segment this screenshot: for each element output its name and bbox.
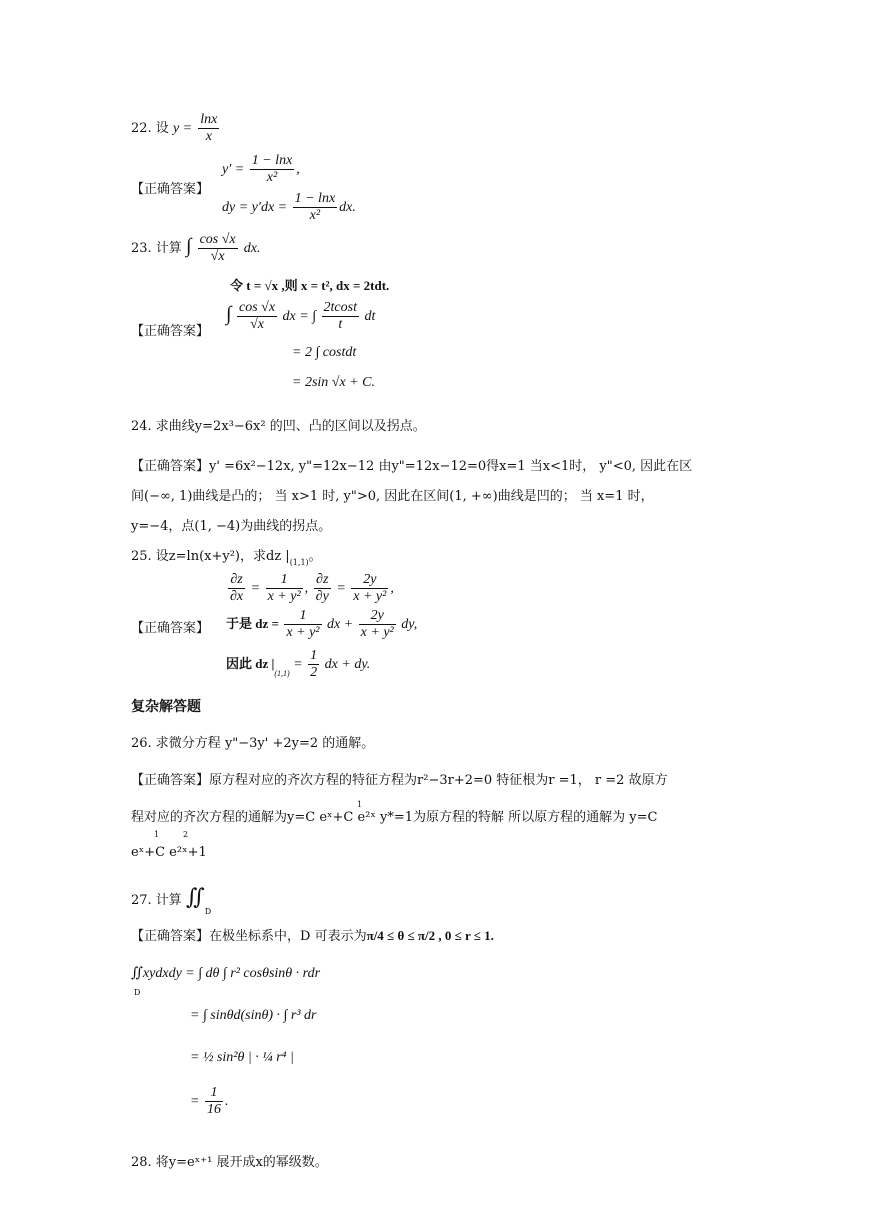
- q25-answer-line2: [226, 608, 417, 641]
- q23-l2-den2: t: [338, 317, 343, 333]
- q24-question: 24. 求曲线y=2x³−6x² 的凹、凸的区间以及拐点。: [131, 419, 426, 434]
- q27-answer-label: 【正确答案】: [131, 929, 210, 944]
- q27-answer-text: 在极坐标系中，D 可表示为: [209, 929, 367, 944]
- q27-step4-eq: =: [190, 1093, 200, 1109]
- q22-a2-lhs: dy = y′dx =: [222, 199, 288, 215]
- q27-step1: [131, 965, 320, 982]
- q25-l3-frac: [308, 648, 319, 681]
- q23-l2-den1: √x: [250, 317, 264, 333]
- q23-answer-line4: = 2sin √x + C.: [292, 375, 375, 390]
- q25-l3-n: 1: [308, 648, 319, 665]
- q22-prefix: 22. 设: [131, 121, 169, 137]
- q26-answer-text1: 原方程对应的齐次方程的特征方程为r²−3r+2=0 特征根为r =1， r =2 故原方: [209, 773, 668, 788]
- q22-a1-tail: ,: [296, 161, 300, 177]
- q26-answer-line3: eˣ+C e²ˣ+1: [131, 845, 207, 860]
- q23-fraction: [198, 232, 238, 265]
- q27-step4-tail: .: [224, 1093, 229, 1109]
- q27-step4-n: 1: [205, 1085, 223, 1102]
- q25-l1-d: ∂y: [315, 589, 329, 605]
- q26-question: 26. 求微分方程 y"−3y' +2y=2 的通解。: [131, 736, 375, 751]
- q22-a1-den: x²: [266, 170, 278, 186]
- q28-question: 28. 将y=eˣ⁺¹ 展开成x的幂级数。: [131, 1155, 328, 1170]
- section-title: 复杂解答题: [131, 699, 201, 715]
- q22-a1-lhs: y′ =: [222, 161, 245, 177]
- q26-subscript-1b: 1: [154, 830, 160, 839]
- q25-question-text: 25. 设z=ln(x+y²)，求dz |: [131, 549, 290, 564]
- q24-answer-line2: 间(−∞, 1)曲线是凸的； 当 x>1 时, y">0, 因此在区间(1, +∞)曲线是凹的； 当 x=1 时，: [131, 489, 654, 504]
- q25-l2-n1: 1: [284, 608, 321, 625]
- q26-answer-line2: 程对应的齐次方程的通解为y=C eˣ+C e²ˣ y*=1为原方程的特解 所以原方程的通解为 y=C: [131, 810, 658, 825]
- q26-answer-line1: [131, 769, 668, 788]
- q23-l2-num2: 2tcost: [322, 300, 359, 317]
- q27-step3: = ½ sin²θ | · ¼ r⁴ |: [190, 1050, 294, 1065]
- q25-l1-frac-1: [266, 572, 303, 605]
- q22-a2-frac: [293, 191, 338, 224]
- q25-l2-frac-1: [284, 608, 321, 641]
- q22-num: lnx: [198, 112, 219, 129]
- q25-l2-mid: dx +: [327, 616, 354, 632]
- q26-subscript-2b: 2: [183, 830, 189, 839]
- q22-den: x: [205, 129, 212, 145]
- q23-l2-integral: ∫: [226, 302, 232, 325]
- q25-l2-d2: x + y²: [360, 625, 394, 641]
- q25-l1-d1: x + y²: [267, 589, 301, 605]
- q25-l1-b: ∂x: [230, 589, 244, 605]
- q24-answer-line3: y=−4，点(1, −4)为曲线的拐点。: [131, 519, 332, 534]
- q27-int-sub: D: [204, 907, 212, 916]
- q27-answer-line: [131, 925, 494, 944]
- q27-question: [131, 884, 211, 916]
- q25-l2-n2: 2y: [359, 608, 396, 625]
- q23-l2-mid: dx = ∫: [282, 308, 317, 324]
- q23-tail: dx.: [243, 241, 261, 257]
- q23-answer-line3: = 2 ∫ costdt: [292, 345, 357, 360]
- q25-question-end: 。: [308, 549, 322, 564]
- q23-l2-frac2: [322, 300, 359, 333]
- q25-l1-n1: 1: [266, 572, 303, 589]
- q22-answer-line2: [222, 191, 356, 224]
- q25-l3-eq: =: [293, 656, 303, 672]
- q27-step4-frac: [205, 1085, 223, 1118]
- q25-l1-a: ∂z: [228, 572, 245, 589]
- q22-fraction: [198, 112, 219, 145]
- q23-question: [131, 232, 261, 265]
- q25-answer-label: 【正确答案】: [131, 621, 210, 636]
- q25-l1-eq2: =: [336, 580, 346, 596]
- q22-a1-frac: [250, 153, 295, 186]
- q25-question-sub: (1,1): [289, 558, 309, 567]
- q23-answer-line1: 令 t = √x ,则 x = t², dx = 2tdt.: [230, 278, 390, 293]
- q25-answer-line3: [226, 648, 370, 681]
- q25-l2-d1: x + y²: [286, 625, 320, 641]
- q27-step1-sub: D: [134, 988, 141, 997]
- q25-l1-d2: x + y²: [353, 589, 387, 605]
- q23-num: cos √x: [198, 232, 238, 249]
- q26-answer-label: 【正确答案】: [131, 773, 210, 788]
- q25-l1-frac-c: [314, 572, 331, 605]
- q24-answer-line1: [131, 455, 692, 474]
- q27-step1-text: ∬xydxdy = ∫ dθ ∫ r² cosθsinθ · rdr: [131, 966, 321, 981]
- q25-l3-sub: (1,1): [274, 668, 290, 678]
- q25-l3-d: 2: [310, 665, 318, 681]
- q27-answer-math: π/4 ≤ θ ≤ π/2 , 0 ≤ r ≤ 1.: [366, 928, 494, 943]
- q25-l1-frac-2: [351, 572, 388, 605]
- q25-l2-tail: dy,: [401, 616, 418, 632]
- q27-prefix: 27. 计算: [131, 893, 182, 908]
- q26-subscript-1a: 1: [357, 800, 363, 809]
- q22-lhs: y =: [172, 121, 193, 137]
- q23-integral-sign: ∫: [185, 235, 192, 258]
- q22-a2-num: 1 − lnx: [293, 191, 338, 208]
- q25-l3-tail: dx + dy.: [324, 656, 371, 672]
- q25-question: [131, 545, 322, 567]
- q22-question: [131, 112, 221, 145]
- q23-answer-label: 【正确答案】: [131, 324, 210, 339]
- q25-l1-eq1: =: [250, 580, 261, 596]
- q22-answer-line1: [222, 153, 300, 186]
- q25-answer-line1: $\frac{\partial z}{\partial x}$ = $\frac{1}{\text{x + y²}}$ , $\frac{\partial z}{\partial y}$ = $\frac{2y}{\text{x + y²}}$ ,: [230, 572, 394, 605]
- q23-answer-line2: [226, 300, 375, 333]
- q27-double-integral: ∬: [185, 884, 205, 909]
- q23-l2-tail: dt: [364, 308, 376, 324]
- q25-l2-frac-2: [359, 608, 396, 641]
- q25-l1-frac-a: [228, 572, 245, 605]
- q23-l2-frac1: [237, 300, 277, 333]
- q27-step2: = ∫ sinθd(sinθ) · ∫ r³ dr: [190, 1008, 317, 1023]
- q23-prefix: 23. 计算: [131, 241, 182, 257]
- q23-den: √x: [210, 249, 225, 265]
- q22-a1-num: 1 − lnx: [250, 153, 295, 170]
- q23-l2-num1: cos √x: [237, 300, 277, 317]
- q22-a2-tail: dx.: [339, 199, 356, 215]
- q24-answer-text1: y' =6x²−12x, y"=12x−12 由y"=12x−12=0得x=1 当x<1时， y"<0, 因此在区: [209, 459, 693, 474]
- q25-l1-c: ∂z: [314, 572, 331, 589]
- q22-answer-label: 【正确答案】: [131, 182, 210, 197]
- q22-a2-den: x²: [309, 208, 321, 224]
- q24-answer-label: 【正确答案】: [131, 459, 210, 474]
- q25-l2-pre: 于是 dz =: [226, 615, 279, 631]
- q25-l3-pre: 因此 dz |: [226, 655, 275, 671]
- q25-l1-n2: 2y: [351, 572, 388, 589]
- q27-step4-d: 16: [206, 1102, 221, 1118]
- q27-step4: [190, 1085, 228, 1118]
